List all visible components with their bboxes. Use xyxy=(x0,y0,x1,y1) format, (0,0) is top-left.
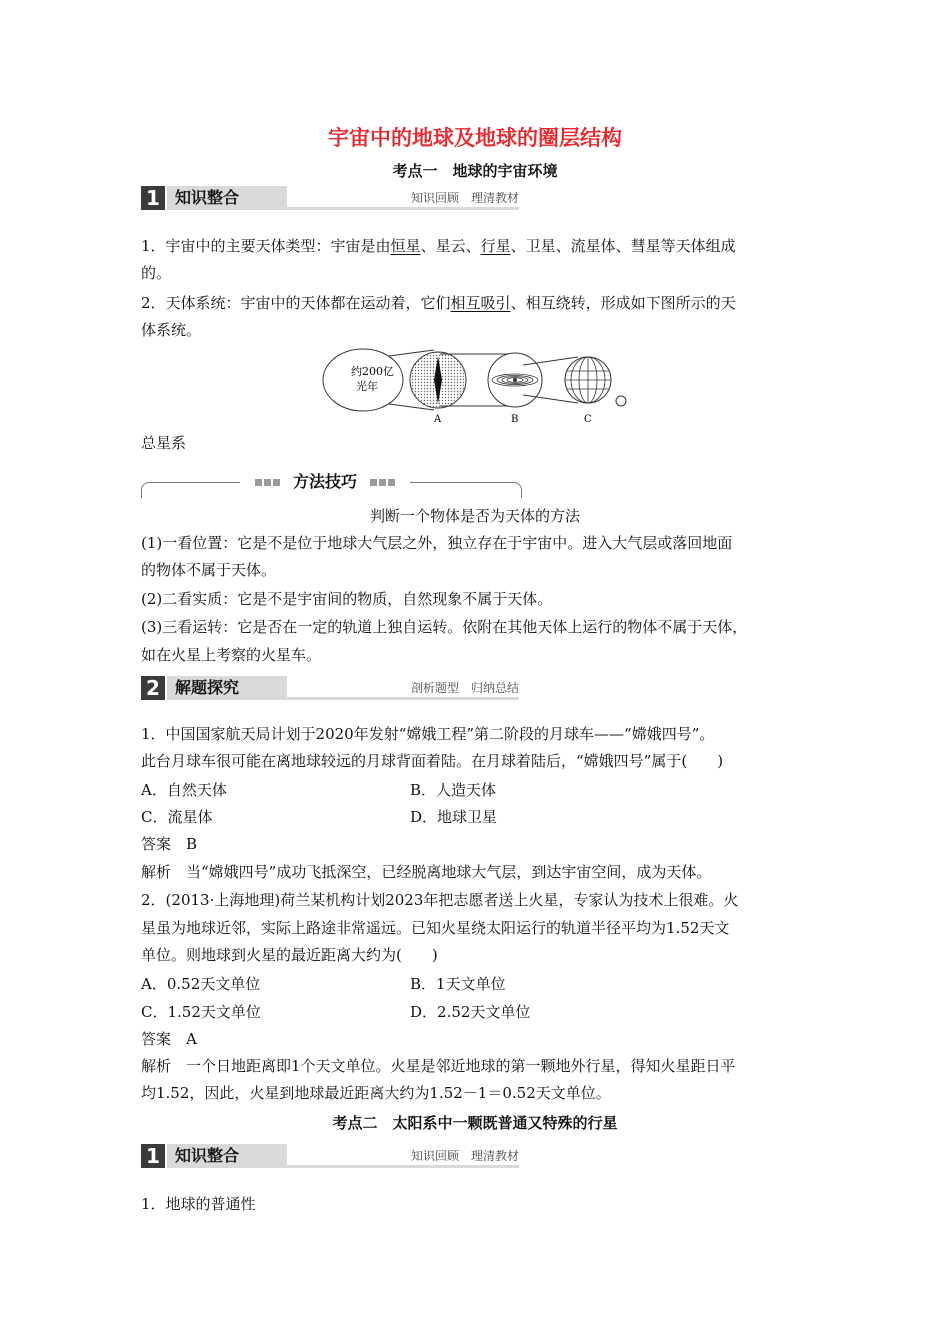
q2-option-b: B．1天文单位 xyxy=(410,975,506,993)
moon-circle xyxy=(616,396,626,406)
ellipse-text: 约200亿 xyxy=(351,365,394,378)
section-subtitle: 剖析题型 归纳总结 xyxy=(410,681,519,695)
underlined-term: 行星 xyxy=(480,237,511,255)
q2-analysis-line-1: 解析 一个日地距离即1个天文单位。火星是邻近地球的第一颗地外行星，得知火星距日平 xyxy=(141,1057,736,1075)
label-a: A xyxy=(434,414,442,425)
text: 、卫星、流星体、彗星等天体组成 xyxy=(510,237,736,255)
section-bar-knowledge-2 xyxy=(141,1144,519,1168)
section-subtitle: 知识回顾 理清教材 xyxy=(410,191,519,205)
topic-heading-2: 考点二 太阳系中一颗既普通又特殊的行星 xyxy=(332,1114,618,1132)
method-title-text: 方法技巧 xyxy=(292,472,357,491)
paragraph-1-line-1 xyxy=(141,236,736,256)
text: 1．宇宙中的主要天体类型：宇宙是由 xyxy=(141,237,391,255)
method-line-2: 的物体不属于天体。 xyxy=(141,561,277,579)
q2-option-d: D．2.52天文单位 xyxy=(410,1003,531,1021)
underlined-term: 相互吸引 xyxy=(450,294,511,312)
section-label: 知识整合 xyxy=(167,186,287,210)
section-bar-solve xyxy=(141,676,519,700)
paragraph-2-line-2: 体系统。 xyxy=(141,321,202,339)
celestial-systems-diagram xyxy=(318,345,633,427)
q2-analysis-line-2: 均1.52，因此，火星到地球最近距离大约为1.52－1＝0.52天文单位。 xyxy=(141,1084,611,1102)
text: 、相互绕转，形成如下图所示的天 xyxy=(510,294,736,312)
q1-line-1: 1．中国国家航天局计划于2020年发射“嫦娥工程”第二阶段的月球车——“嫦娥四号”。 xyxy=(141,725,715,743)
method-line-5: 如在火星上考察的火星车。 xyxy=(141,646,322,664)
q1-line-2: 此台月球车很可能在离地球较远的月球背面着陆。在月球着陆后，“嫦娥四号”属于( ) xyxy=(141,752,724,770)
paragraph-1-line-2: 的。 xyxy=(141,264,172,282)
label-c: C xyxy=(584,414,592,425)
paragraph-2-line-1 xyxy=(141,293,736,313)
underlined-term: 恒星 xyxy=(390,237,421,255)
q1-analysis: 解析 当“嫦娥四号”成功飞抵深空，已经脱离地球大气层，到达宇宙空间，成为天体。 xyxy=(141,863,712,881)
section-underline xyxy=(287,1165,519,1168)
q2-line-2: 星虽为地球近邻，实际上路途非常遥远。已知火星绕太阳运行的轨道半径平均为1.52天文 xyxy=(141,919,730,937)
earth-commonality-heading: 1．地球的普通性 xyxy=(141,1195,256,1213)
q1-option-a: A．自然天体 xyxy=(141,781,227,799)
text: 2．天体系统：宇宙中的天体都在运动着，它们 xyxy=(141,294,451,312)
ellipse-text: 光年 xyxy=(356,380,378,393)
q1-answer: 答案 B xyxy=(141,835,198,853)
section-number: 1 xyxy=(141,1144,165,1168)
section-underline xyxy=(287,697,519,700)
section-label: 知识整合 xyxy=(167,1144,287,1168)
q2-option-a: A．0.52天文单位 xyxy=(141,975,261,993)
method-heading: 判断一个物体是否为天体的方法 xyxy=(369,507,580,525)
q1-option-d: D．地球卫星 xyxy=(410,808,498,826)
topic-heading-1: 考点一 地球的宇宙环境 xyxy=(392,162,558,180)
method-box-title xyxy=(240,470,410,494)
section-bar-knowledge xyxy=(141,186,519,210)
q2-answer: 答案 A xyxy=(141,1030,197,1048)
section-number: 2 xyxy=(141,676,165,700)
q2-line-3: 单位。则地球到火星的最近距离大约为( ) xyxy=(141,946,438,964)
q1-option-c: C．流星体 xyxy=(141,808,213,826)
q2-option-c: C．1.52天文单位 xyxy=(141,1003,261,1021)
method-line-1: (1)一看位置：它是不是位于地球大气层之外，独立存在于宇宙中。进入大气层或落回地面 xyxy=(141,534,733,552)
section-underline xyxy=(287,207,519,210)
diagram-caption: 总星系 xyxy=(141,434,187,452)
section-label: 解题探究 xyxy=(167,676,287,700)
q1-option-b: B．人造天体 xyxy=(410,781,497,799)
text: 、星云、 xyxy=(420,237,481,255)
section-subtitle: 知识回顾 理清教材 xyxy=(410,1149,519,1163)
section-number: 1 xyxy=(141,186,165,210)
method-line-3: (2)二看实质：它是不是宇宙间的物质，自然现象不属于天体。 xyxy=(141,590,553,608)
method-line-4: (3)三看运转：它是否在一定的轨道上独自运转。依附在其他天体上运行的物体不属于天体， xyxy=(141,618,748,636)
page-title: 宇宙中的地球及地球的圈层结构 xyxy=(328,126,622,150)
label-b: B xyxy=(511,414,519,425)
q2-line-1: 2．(2013·上海地理)荷兰某机构计划2023年把志愿者送上火星，专家认为技术上很难。火 xyxy=(141,891,739,909)
